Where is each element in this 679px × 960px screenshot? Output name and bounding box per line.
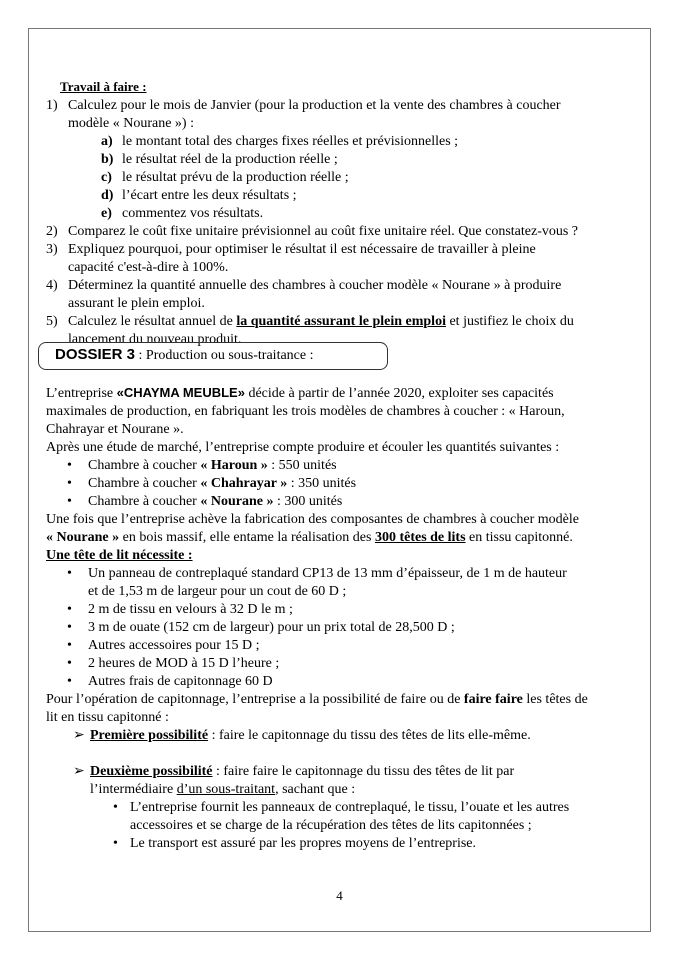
intro-line-3: Chahrayar et Nourane ». bbox=[46, 422, 184, 437]
page-number: 4 bbox=[336, 888, 343, 903]
question-3-cont: capacité c'est-à-dire à 100%. bbox=[68, 260, 229, 275]
intro-line-1: L’entreprise «CHAYMA MEUBLE» décide à partir de l’année 2020, exploiter ses capacités bbox=[46, 385, 554, 401]
arrow-icon: ➢ bbox=[73, 764, 85, 779]
possibility-2-cont: l’intermédiaire d’un sous-traitant, sachant que : bbox=[90, 782, 356, 797]
tete-item: • 2 heures de MOD à 15 D l’heure ; bbox=[67, 656, 280, 671]
dossier-title: : Production ou sous-traitance : bbox=[135, 348, 314, 363]
dossier-label: DOSSIER 3 bbox=[55, 346, 136, 363]
tete-item: • 2 m de tissu en velours à 32 D le m ; bbox=[67, 602, 293, 617]
travail-heading: Travail à faire : bbox=[60, 79, 147, 94]
quantity-item: • Chambre à coucher « Nourane » : 300 unités bbox=[67, 494, 343, 509]
question-4: 4) Déterminez la quantité annuelle des chambres à coucher modèle « Nourane » à produire bbox=[46, 278, 562, 293]
question-5-cont: lancement du nouveau produit. bbox=[68, 332, 242, 347]
intro-line-5: Une fois que l’entreprise achève la fabrication des composantes de chambres à coucher modèle bbox=[46, 512, 579, 527]
tete-item-cont: et de 1,53 m de largeur pour un cout de 60 D ; bbox=[88, 584, 347, 599]
intro-line-6: « Nourane » en bois massif, elle entame la réalisation des 300 têtes de lits en tissu capitonné. bbox=[46, 530, 573, 545]
sub-c: c) le résultat prévu de la production réelle ; bbox=[101, 170, 349, 185]
sub-e: e) commentez vos résultats. bbox=[101, 206, 264, 221]
sub-b: b) le résultat réel de la production réelle ; bbox=[101, 152, 338, 167]
dossier-content bbox=[46, 384, 626, 853]
quantity-item: • Chambre à coucher « Chahrayar » : 350 unités bbox=[67, 476, 357, 491]
intro-line-4: Après une étude de marché, l’entreprise compte produire et écouler les quantités suivantes : bbox=[46, 440, 560, 455]
condition-item: • Le transport est assuré par les propres moyens de l’entreprise. bbox=[113, 836, 476, 851]
question-1: 1) Calculez pour le mois de Janvier (pour la production et la vente des chambres à coucher bbox=[46, 98, 561, 113]
question-2: 2) Comparez le coût fixe unitaire prévisionnel au coût fixe unitaire réel. Que constatez-vous ? bbox=[46, 224, 579, 239]
tete-item: • 3 m de ouate (152 cm de largeur) pour un prix total de 28,500 D ; bbox=[67, 620, 455, 635]
sub-d: d) l’écart entre les deux résultats ; bbox=[101, 188, 297, 203]
condition-item-cont: accessoires et se charge de la récupération des têtes de lits capitonnées ; bbox=[130, 818, 532, 833]
sub-a: a) le montant total des charges fixes réelles et prévisionnelles ; bbox=[101, 134, 459, 149]
question-5: 5) Calculez le résultat annuel de la quantité assurant le plein emploi et justifiez le choix du bbox=[46, 314, 574, 329]
tete-heading: Une tête de lit nécessite : bbox=[46, 548, 193, 563]
question-4-cont: assurant le plein emploi. bbox=[68, 296, 205, 311]
question-1-cont: modèle « Nourane ») : bbox=[68, 116, 194, 131]
tete-item: • Un panneau de contreplaqué standard CP13 de 13 mm d’épaisseur, de 1 m de hauteur bbox=[67, 566, 567, 581]
tete-item: • Autres frais de capitonnage 60 D bbox=[67, 674, 273, 689]
page-content bbox=[46, 78, 626, 349]
tete-item: • Autres accessoires pour 15 D ; bbox=[67, 638, 260, 653]
intro-line-2: maximales de production, en fabriquant les trois modèles de chambres à coucher : « Haroun, bbox=[46, 404, 565, 419]
question-3: 3) Expliquez pourquoi, pour optimiser le résultat il est nécessaire de travailler à pleine bbox=[46, 242, 536, 257]
possibility-2: ➢ Deuxième possibilité : faire faire le capitonnage du tissu des têtes de lit par bbox=[73, 764, 515, 779]
condition-item: • L’entreprise fournit les panneaux de contreplaqué, le tissu, l’ouate et les autres bbox=[113, 800, 570, 815]
capitonnage-line-1: Pour l’opération de capitonnage, l’entreprise a la possibilité de faire ou de faire faire les têtes de bbox=[46, 692, 588, 707]
capitonnage-line-2: lit en tissu capitonné : bbox=[46, 710, 169, 725]
dossier-3-box bbox=[38, 342, 388, 370]
possibility-1: ➢ Première possibilité : faire le capitonnage du tissu des têtes de lits elle-même. bbox=[73, 728, 531, 743]
arrow-icon: ➢ bbox=[73, 728, 85, 743]
quantity-item: • Chambre à coucher « Haroun » : 550 unités bbox=[67, 458, 337, 473]
